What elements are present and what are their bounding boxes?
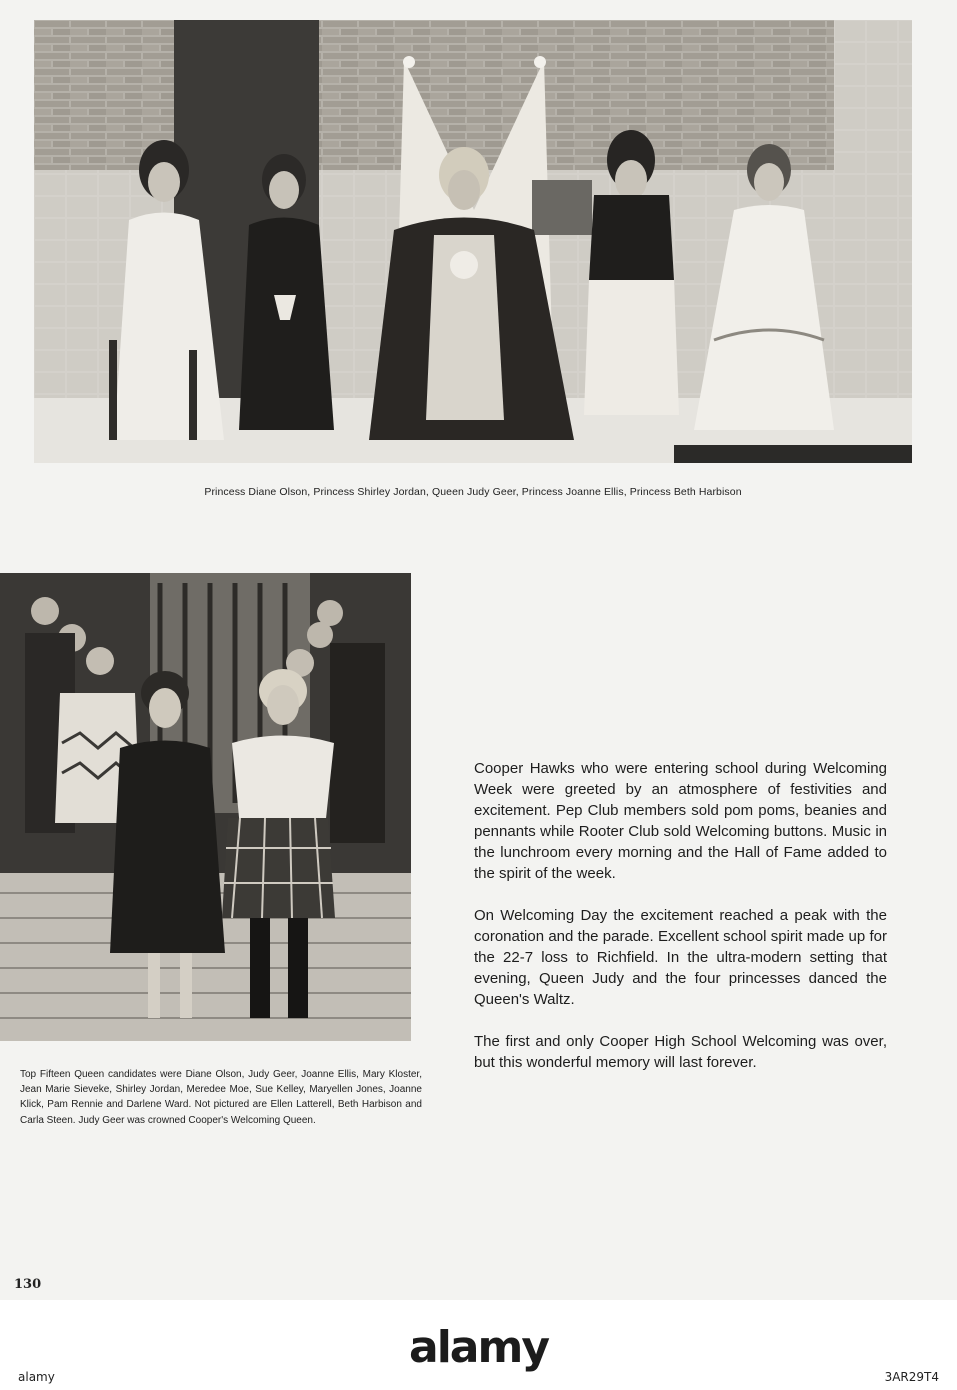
article-paragraph-2: On Welcoming Day the excitement reached a peak with the coronation and the parade. Excellent school spirit made up for the 22-7 loss to Richfield. In the ultra-modern setting that evening, Queen Judy and the four princesses danced the Queen's Waltz. [474,907,887,1008]
article-paragraph-1: Cooper Hawks who were entering school during Welcoming Week were greeted by an atmosphere of festivities and excitement. Pep Club members sold pom poms, beanies and pennants while Rooter Club sold Welcoming buttons. Music in the lunchroom every morning and the Hall of Fame added to the spirit of the week. [474,760,887,882]
royalty-photo-illustration [34,20,912,463]
stock-footer [0,1300,957,1390]
royalty-photo [34,20,912,463]
stock-image-id: 3AR29T4 [884,1370,939,1384]
article-paragraph-3: The first and only Cooper High School Welcoming was over, but this wonderful memory will last forever. [474,1033,887,1071]
stock-brand-logo: alamy [409,1322,548,1373]
top-photo-caption: Princess Diane Olson, Princess Shirley Jordan, Queen Judy Geer, Princess Joanne Ellis, Princess Beth Harbison [204,486,742,498]
candidates-photo [0,573,411,1041]
candidates-photo-illustration [0,573,411,1041]
stock-site-label: alamy [18,1370,55,1384]
page-number: 130 [14,1277,42,1292]
article-body [474,758,887,1094]
candidates-photo-caption: Top Fifteen Queen candidates were Diane Olson, Judy Geer, Joanne Ellis, Mary Kloster, Jean Marie Sieveke, Shirley Jordan, Meredee Moe, Sue Kelley, Maryellen Jones, Joanne Klick, Pam Rennie and Darlene Ward. Not pictured are Ellen Latterell, Beth Harbison and Carla Steen. Judy Geer was crowned Cooper's Welcoming Queen. [20,1069,422,1126]
